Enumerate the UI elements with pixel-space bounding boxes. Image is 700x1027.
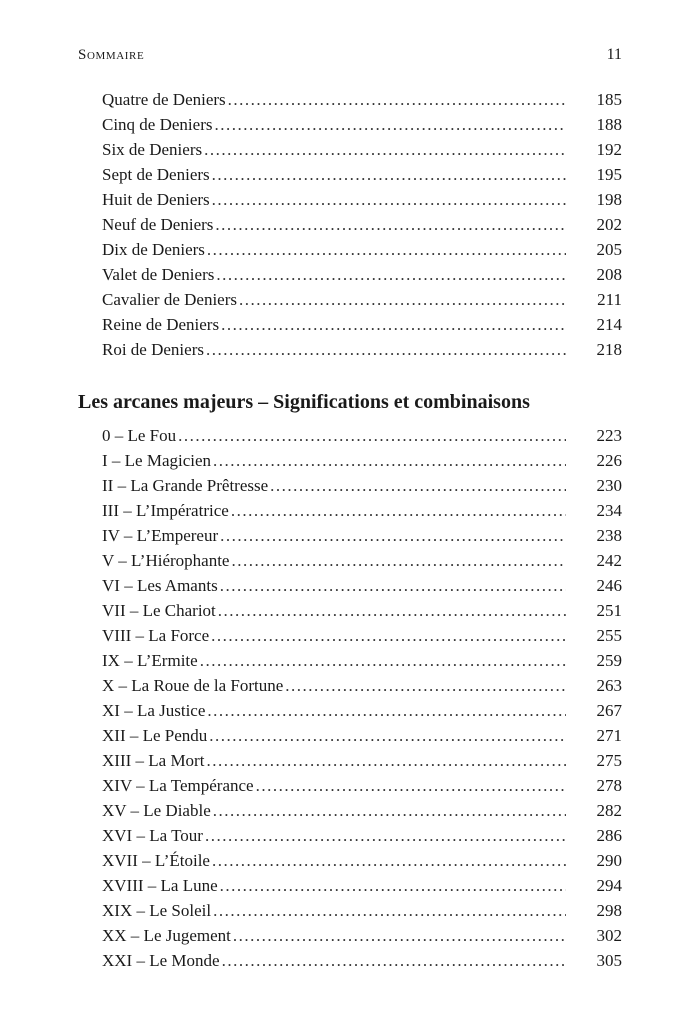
toc-entry[interactable]: [102, 337, 622, 362]
toc-entry[interactable]: [102, 948, 622, 973]
toc-entry-page: 188: [596, 115, 622, 134]
arcanes-list: [0, 423, 700, 973]
dot-leader: [220, 573, 566, 598]
toc-entry[interactable]: [102, 648, 622, 673]
toc-entry-page: 185: [596, 90, 622, 109]
toc-entry-title: Roi de Deniers: [102, 340, 204, 359]
toc-entry[interactable]: [102, 112, 622, 137]
toc-entry-title: XVI – La Tour: [102, 826, 203, 845]
toc-entry[interactable]: [102, 523, 622, 548]
toc-entry-title: II – La Grande Prêtresse: [102, 476, 269, 495]
toc-entry-title: Cavalier de Deniers: [102, 290, 237, 309]
toc-entry[interactable]: [102, 698, 622, 723]
toc-entry[interactable]: [102, 748, 622, 773]
toc-entry[interactable]: [102, 262, 622, 287]
dot-leader: [205, 823, 566, 848]
dot-leader: [220, 873, 566, 898]
toc-entry[interactable]: [102, 873, 622, 898]
toc-entry[interactable]: [102, 137, 622, 162]
toc-entry-page: 298: [596, 901, 622, 920]
toc-entry-title: XVII – L’Étoile: [102, 851, 210, 870]
dot-leader: [207, 698, 566, 723]
dot-leader: [204, 137, 566, 162]
toc-entry-title: XI – La Justice: [102, 701, 206, 720]
toc-entry-page: 230: [596, 476, 622, 495]
toc-entry-title: V – L’Hiérophante: [102, 551, 230, 570]
toc-entry-page: 286: [596, 826, 622, 845]
toc-entry[interactable]: [102, 898, 622, 923]
toc-entry-title: XII – Le Pendu: [102, 726, 208, 745]
dot-leader: [206, 337, 566, 362]
dot-leader: [200, 648, 566, 673]
dot-leader: [212, 848, 566, 873]
toc-entry[interactable]: [102, 598, 622, 623]
toc-entry-title: VI – Les Amants: [102, 576, 218, 595]
toc-entry-page: 251: [596, 601, 622, 620]
dot-leader: [213, 798, 566, 823]
toc-entry-page: 242: [596, 551, 622, 570]
dot-leader: [211, 623, 566, 648]
toc-entry-title: Dix de Deniers: [102, 240, 205, 259]
toc-entry-page: 305: [596, 951, 622, 970]
running-header: [78, 46, 622, 68]
toc-entry-title: IX – L’Ermite: [102, 651, 198, 670]
toc-entry[interactable]: [102, 473, 622, 498]
toc-entry-title: Valet de Deniers: [102, 265, 215, 284]
dot-leader: [233, 923, 566, 948]
toc-entry-title: Cinq de Deniers: [102, 115, 213, 134]
toc-entry-title: XIII – La Mort: [102, 751, 205, 770]
toc-entry-page: 263: [596, 676, 622, 695]
running-title: Sommaire: [78, 47, 145, 63]
toc-entry[interactable]: [102, 312, 622, 337]
toc-entry-page: 223: [596, 426, 622, 445]
toc-entry-page: 302: [596, 926, 622, 945]
toc-entry-title: X – La Roue de la Fortune: [102, 676, 284, 695]
toc-entry-page: 271: [596, 726, 622, 745]
toc-entry-title: XIV – La Tempérance: [102, 776, 254, 795]
toc-entry-page: 234: [596, 501, 622, 520]
toc-entry[interactable]: [102, 448, 622, 473]
dot-leader: [285, 673, 566, 698]
dot-leader: [213, 898, 566, 923]
toc-entry-page: 238: [596, 526, 622, 545]
toc-entry[interactable]: [102, 773, 622, 798]
toc-entry-page: 211: [597, 290, 622, 309]
dot-leader: [216, 262, 566, 287]
toc-entry[interactable]: [102, 548, 622, 573]
toc-entry-page: 259: [596, 651, 622, 670]
dot-leader: [178, 423, 566, 448]
dot-leader: [206, 748, 566, 773]
toc-entry-title: VIII – La Force: [102, 626, 210, 645]
toc-entry-title: Six de Deniers: [102, 140, 203, 159]
dot-leader: [213, 448, 566, 473]
toc-entry[interactable]: [102, 187, 622, 212]
toc-entry[interactable]: [102, 498, 622, 523]
toc-entry[interactable]: [102, 823, 622, 848]
deniers-list: [0, 87, 700, 362]
toc-entry[interactable]: [102, 162, 622, 187]
toc-entry-title: 0 – Le Fou: [102, 426, 177, 445]
dot-leader: [221, 312, 566, 337]
toc-entry-page: 198: [596, 190, 622, 209]
table-of-contents: [0, 87, 700, 973]
dot-leader: [212, 162, 566, 187]
toc-entry-page: 290: [596, 851, 622, 870]
toc-entry[interactable]: [102, 237, 622, 262]
toc-entry-title: IV – L’Empereur: [102, 526, 219, 545]
toc-entry[interactable]: [102, 423, 622, 448]
toc-entry-title: XXI – Le Monde: [102, 951, 220, 970]
toc-entry[interactable]: [102, 923, 622, 948]
dot-leader: [222, 948, 566, 973]
toc-entry-page: 294: [596, 876, 622, 895]
toc-entry-page: 218: [596, 340, 622, 359]
toc-entry-page: 205: [596, 240, 622, 259]
dot-leader: [231, 548, 566, 573]
dot-leader: [218, 598, 566, 623]
toc-entry-page: 208: [596, 265, 622, 284]
dot-leader: [215, 212, 566, 237]
section-heading[interactable]: Les arcanes majeurs – Significations et combinaisons: [78, 391, 530, 413]
toc-entry[interactable]: [102, 287, 622, 312]
toc-entry-page: 226: [596, 451, 622, 470]
dot-leader: [256, 773, 566, 798]
page-number: 11: [606, 46, 622, 63]
toc-entry-page: 282: [596, 801, 622, 820]
dot-leader: [214, 112, 566, 137]
toc-entry-page: 255: [596, 626, 622, 645]
toc-entry[interactable]: [102, 212, 622, 237]
toc-entry[interactable]: [102, 798, 622, 823]
toc-entry-page: 275: [596, 751, 622, 770]
dot-leader: [239, 287, 566, 312]
toc-entry-page: 246: [596, 576, 622, 595]
toc-entry-title: XIX – Le Soleil: [102, 901, 212, 920]
toc-entry[interactable]: [102, 573, 622, 598]
toc-entry-title: III – L’Impératrice: [102, 501, 229, 520]
toc-entry[interactable]: [102, 723, 622, 748]
toc-entry-title: Neuf de Deniers: [102, 215, 214, 234]
dot-leader: [212, 187, 566, 212]
dot-leader: [209, 723, 566, 748]
toc-entry[interactable]: [102, 623, 622, 648]
toc-entry-page: 214: [596, 315, 622, 334]
toc-entry-page: 192: [596, 140, 622, 159]
dot-leader: [220, 523, 566, 548]
toc-entry-page: 278: [596, 776, 622, 795]
toc-entry-page: 267: [596, 701, 622, 720]
dot-leader: [270, 473, 566, 498]
toc-entry-title: Huit de Deniers: [102, 190, 210, 209]
toc-entry[interactable]: [102, 673, 622, 698]
toc-entry-title: Quatre de Deniers: [102, 90, 226, 109]
toc-entry[interactable]: [102, 848, 622, 873]
toc-entry-title: Sept de Deniers: [102, 165, 210, 184]
toc-entry-title: XVIII – La Lune: [102, 876, 218, 895]
toc-entry-page: 195: [596, 165, 622, 184]
toc-entry-title: Reine de Deniers: [102, 315, 220, 334]
dot-leader: [207, 237, 566, 262]
toc-entry-page: 202: [596, 215, 622, 234]
toc-entry-title: VII – Le Chariot: [102, 601, 216, 620]
toc-entry-title: XV – Le Diable: [102, 801, 211, 820]
toc-entry-title: XX – Le Jugement: [102, 926, 231, 945]
dot-leader: [228, 87, 566, 112]
toc-entry[interactable]: [102, 87, 622, 112]
toc-entry-title: I – Le Magicien: [102, 451, 212, 470]
dot-leader: [231, 498, 566, 523]
